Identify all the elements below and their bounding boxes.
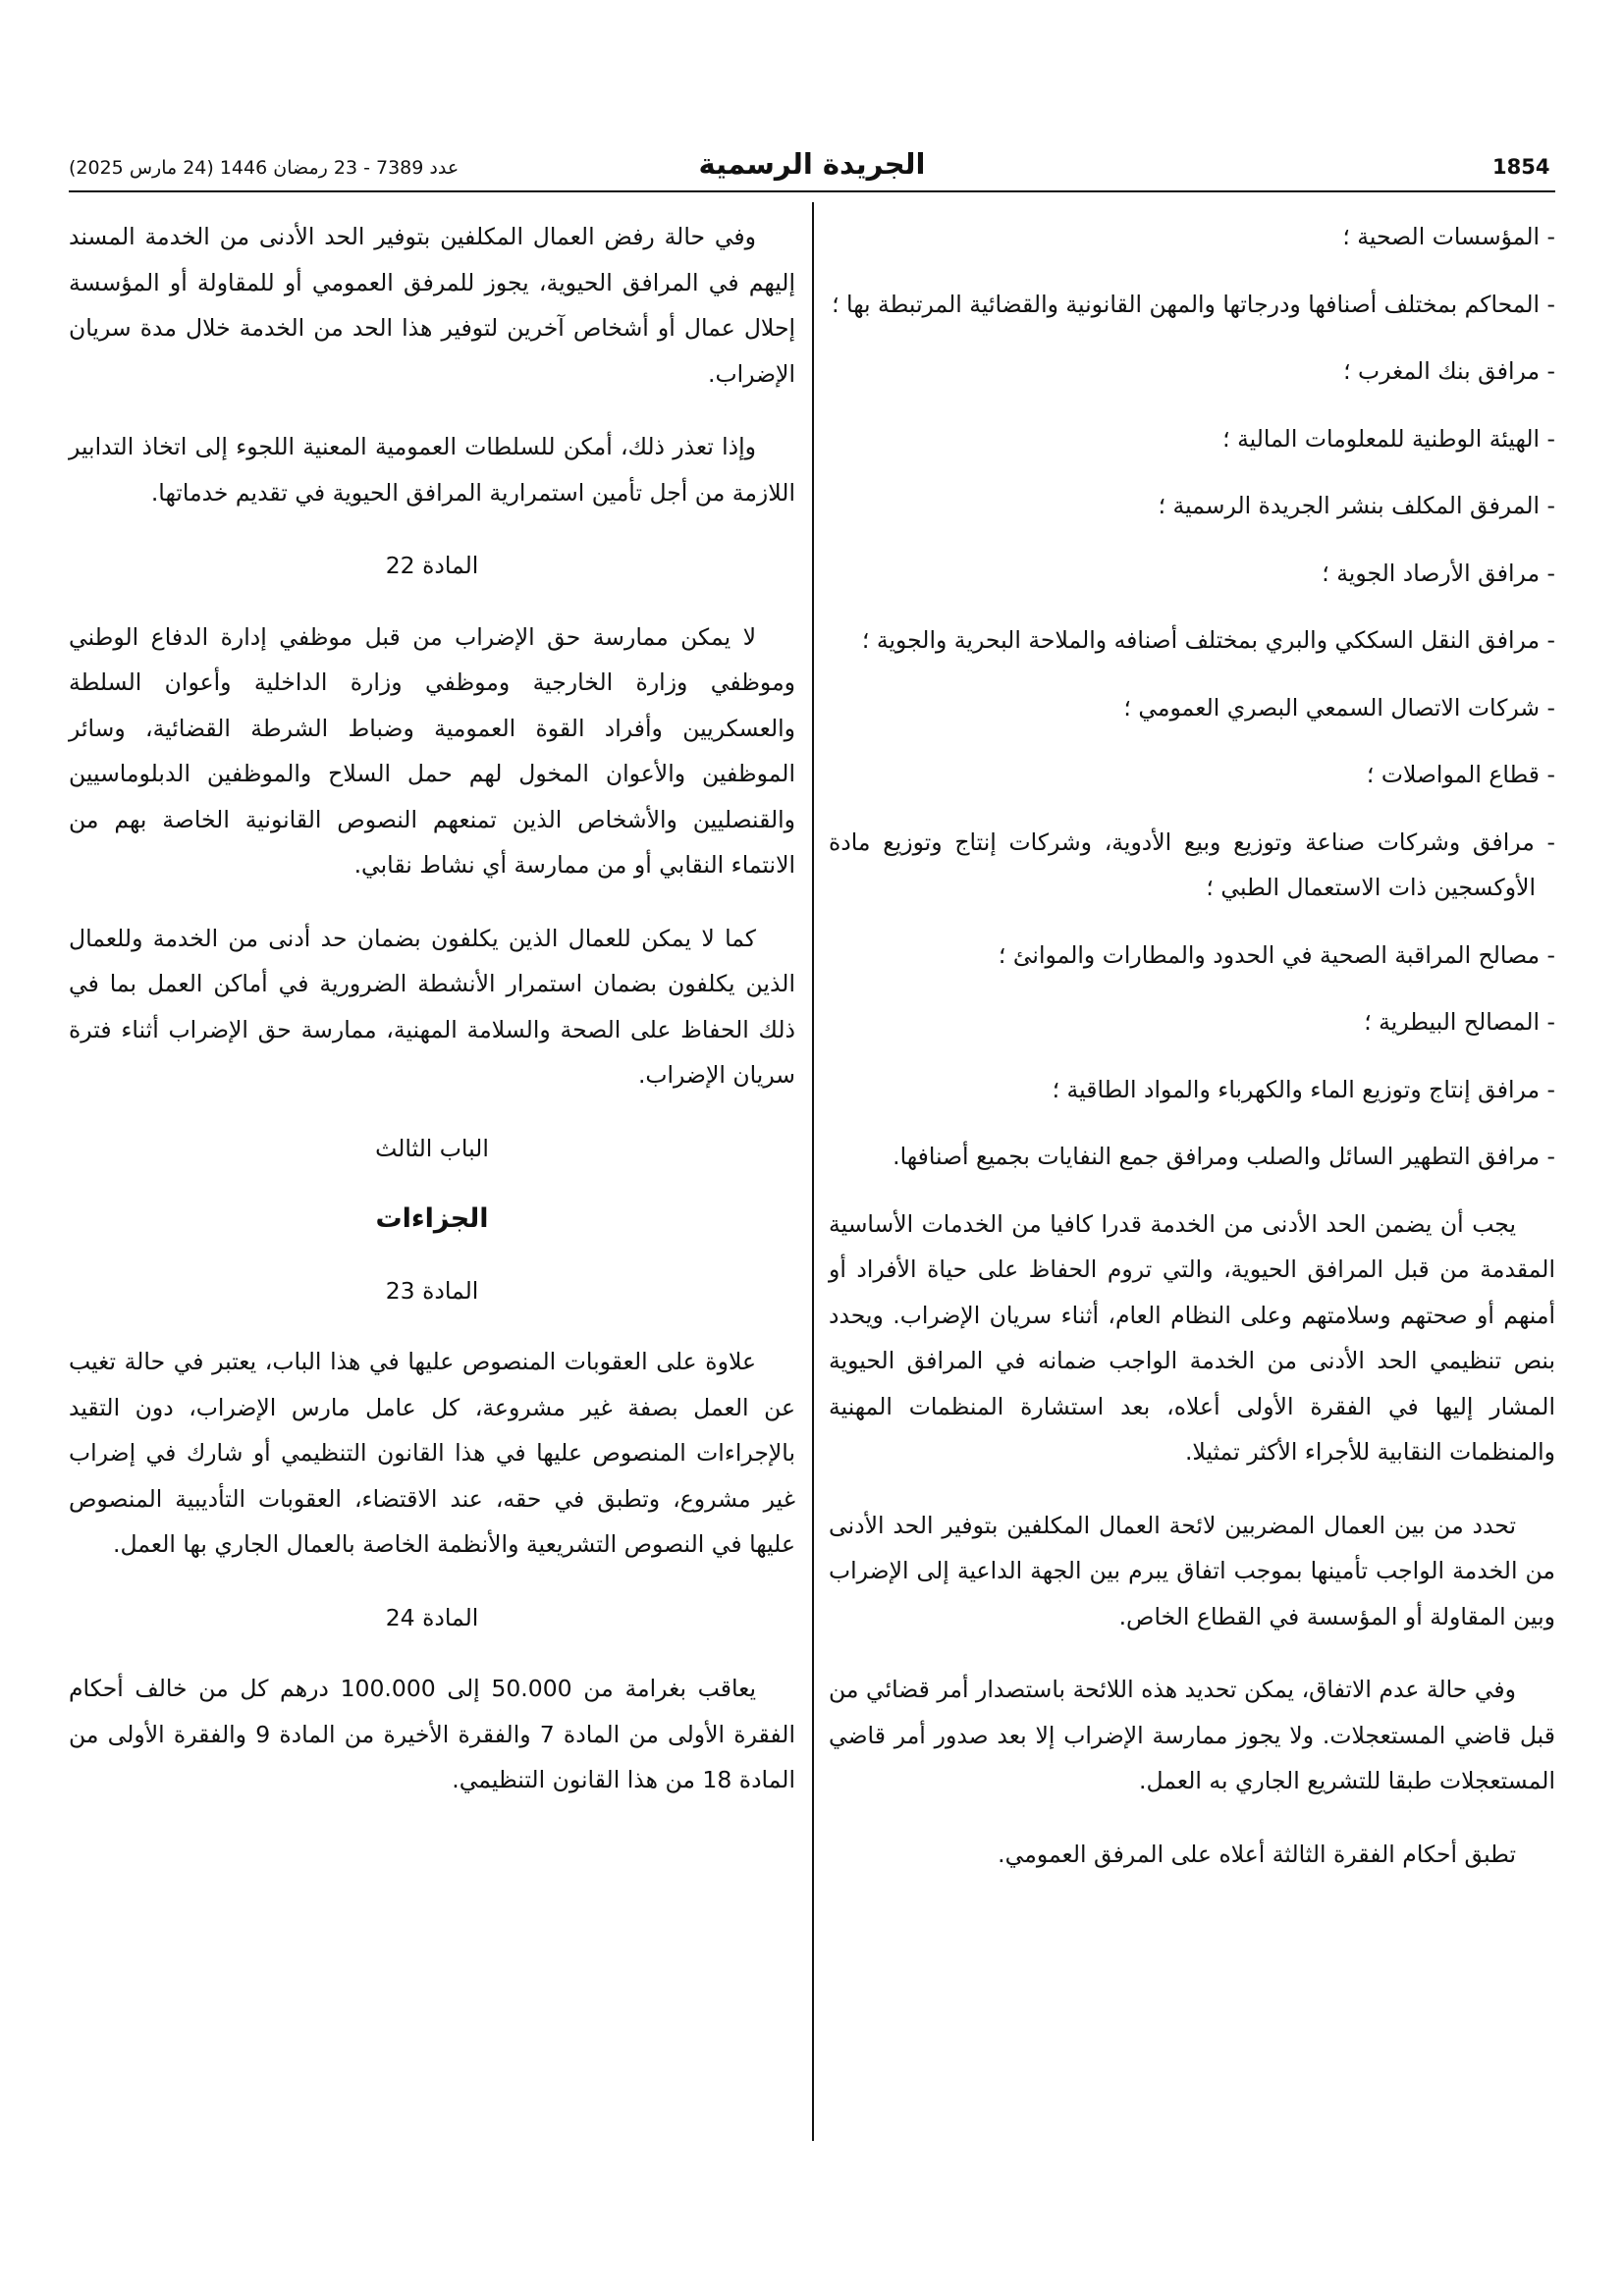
page-header: [69, 147, 1555, 192]
list-item: - مرافق بنك المغرب ؛: [1343, 357, 1555, 385]
list-item: - مرافق الأرصاد الجوية ؛: [1322, 559, 1555, 587]
list-item: - المصالح البيطرية ؛: [1364, 1008, 1555, 1036]
paragraph: تطبق أحكام الفقرة الثالثة أعلاه على المرفق العمومي.: [998, 1840, 1516, 1868]
paragraph: كما لا يمكن للعمال الذين يكلفون بضمان حد أدنى من الخدمة وللعمال الذين يكلفون بضمان استمرار الأنشطة الضرورية في أماكن العمل بما في ذلك الحفاظ على الصحة والسلامة المهنية، ممارسة حق الإضراب أثناء فترة سريان الإضراب.: [69, 924, 795, 1089]
list-item: - شركات الاتصال السمعي البصري العمومي ؛: [1123, 693, 1555, 721]
list-item: - مرافق النقل السككي والبري بمختلف أصنافه والملاحة البحرية والجوية ؛: [861, 626, 1555, 654]
list-item: - المحاكم بمختلف أصنافها ودرجاتها والمهن القانونية والقضائية المرتبطة بها ؛: [832, 290, 1555, 318]
section-title: الجزاءات: [375, 1203, 489, 1234]
paragraph: تحدد من بين العمال المضربين لائحة العمال المكلفين بتوفير الحد الأدنى من الخدمة الواجب تأمينها بموجب اتفاق يبرم بين الجهة الداعية إلى الإضراب وبين المقاولة أو المؤسسة في القطاع الخاص.: [829, 1511, 1555, 1630]
issue-info: عدد 7389 - 23 رمضان 1446 (24 مارس 2025): [69, 157, 460, 179]
list-item: - المؤسسات الصحية ؛: [1342, 223, 1555, 250]
article-heading: المادة 24: [385, 1603, 479, 1631]
paragraph: وفي حالة عدم الاتفاق، يمكن تحديد هذه اللائحة باستصدار أمر قضائي من قبل قاضي المستعجلات. ولا يجوز ممارسة الإضراب إلا بعد صدور أمر قاضي المستعجلات طبقا للتشريع الجاري به العمل.: [829, 1676, 1555, 1794]
list-item: - مصالح المراقبة الصحية في الحدود والمطارات والموانئ ؛: [998, 940, 1555, 969]
list-item: - مرافق إنتاج وتوزيع الماء والكهرباء والمواد الطاقية ؛: [1052, 1075, 1555, 1103]
list-item: - الهيئة الوطنية للمعلومات المالية ؛: [1222, 424, 1555, 453]
column-divider: [812, 202, 814, 2141]
list-item: - قطاع المواصلات ؛: [1366, 761, 1555, 788]
left-column: [69, 214, 795, 1831]
paragraph: علاوة على العقوبات المنصوص عليها في هذا الباب، يعتبر في حالة تغيب عن العمل بصفة غير مشروعة، كل عامل مارس الإضراب، دون التقيد بالإجراءات المنصوص عليها في هذا القانون التنظيمي أو شارك في إضراب غير مشروع، وتطبق في حقه، عند الاقتضاء، العقوبات التأديبية المنصوص عليها في النصوص التشريعية والأنظمة الخاصة بالعمال الجاري بها العمل.: [69, 1348, 795, 1558]
paragraph: وفي حالة رفض العمال المكلفين بتوفير الحد الأدنى من الخدمة المسند إليهم في المرافق الحيوية، يجوز للمرفق العمومي أو للمقاولة أو المؤسسة إحلال عمال أو أشخاص آخرين لتوفير هذا الحد من الخدمة خلال مدة سريان الإضراب.: [69, 223, 795, 388]
page-number: 1854: [1492, 155, 1550, 179]
paragraph: لا يمكن ممارسة حق الإضراب من قبل موظفي إدارة الدفاع الوطني وموظفي وزارة الخارجية وموظفي وزارة الداخلية وأعوان السلطة والعسكريين وأفراد القوة العمومية وضباط الشرطة القضائية، وسائر الموظفين والأعوان المخول لهم حمل السلاح والموظفين الدبلوماسيين والقنصليين والأشخاص الذين تمنعهم النصوص القانونية الخاصة بهم من الانتماء النقابي أو من ممارسة أي نشاط نقابي.: [69, 622, 795, 879]
list-item: - مرافق وشركات صناعة وتوزيع وبيع الأدوية، وشركات إنتاج وتوزيع مادة الأوكسجين ذات الاستعمال الطبي ؛: [829, 828, 1555, 901]
journal-title: الجريدة الرسمية: [698, 147, 926, 181]
list-item: - المرفق المكلف بنشر الجريدة الرسمية ؛: [1158, 492, 1555, 519]
vital-facilities-list: [829, 214, 1555, 1180]
gazette-page: [69, 147, 1555, 2209]
right-column: [829, 214, 1555, 1904]
article-heading: المادة 23: [385, 1276, 479, 1305]
paragraph: يجب أن يضمن الحد الأدنى من الخدمة قدرا كافيا من الخدمات الأساسية المقدمة من قبل المرافق الحيوية، والتي تروم الحفاظ على حياة الأفراد أو أمنهم أو صحتهم وسلامتهم وعلى النظام العام، أثناء سريان الإضراب. ويحدد بنص تنظيمي الحد الأدنى من الخدمة الواجب ضمانه في المرافق الحيوية المشار إليها في الفقرة الأولى أعلاه، بعد استشارة المنظمات المهنية والمنظمات النقابية للأجراء الأكثر تمثيلا.: [829, 1209, 1555, 1466]
section-heading: الباب الثالث: [375, 1134, 489, 1162]
paragraph: يعاقب بغرامة من 50.000 إلى 100.000 درهم كل من خالف أحكام الفقرة الأولى من المادة 7 والفقرة الأخيرة من المادة 9 والفقرة الأولى من المادة 18 من هذا القانون التنظيمي.: [69, 1675, 795, 1793]
list-item: - مرافق التطهير السائل والصلب ومرافق جمع النفايات بجميع أصنافها.: [893, 1143, 1555, 1170]
article-heading: المادة 22: [385, 552, 479, 579]
paragraph: وإذا تعذر ذلك، أمكن للسلطات العمومية المعنية اللجوء إلى اتخاذ التدابير اللازمة من أجل تأمين استمرارية المرافق الحيوية في تقديم خدماتها.: [69, 433, 795, 507]
